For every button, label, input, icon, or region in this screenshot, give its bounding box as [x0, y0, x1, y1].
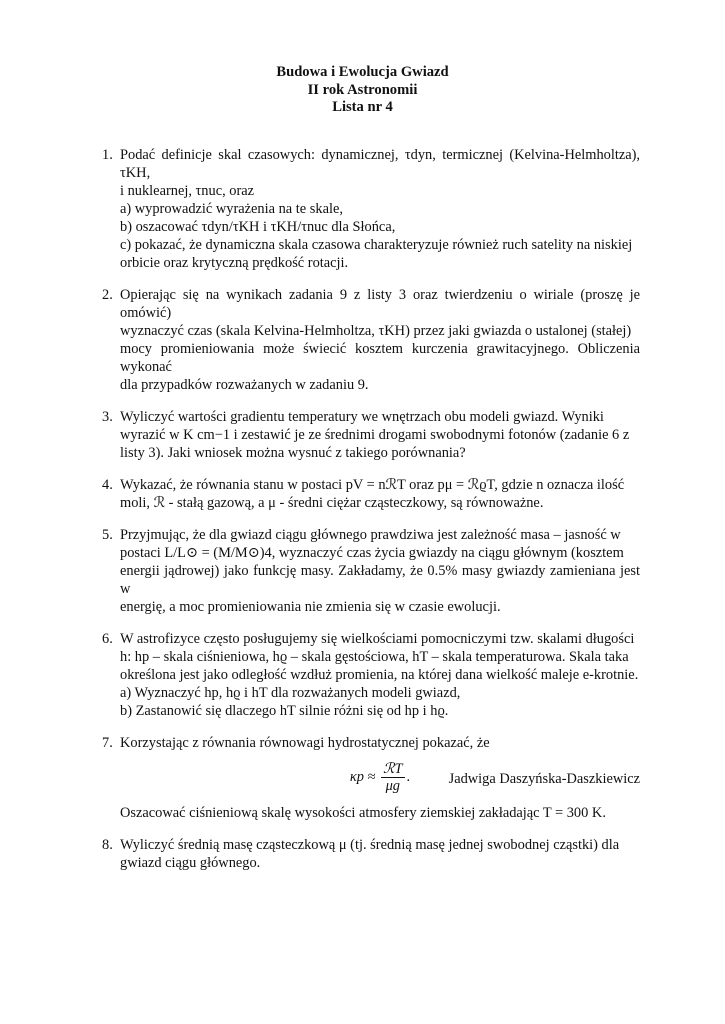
problem-text-line: energii jądrowej) jako funkcję masy. Zakładamy, że 0.5% masy gwiazdy zamieniana jest w: [120, 563, 640, 597]
problem-text-line: Oszacować ciśnieniową skalę wysokości atmosfery ziemskiej zakładając T = 300 K.: [120, 805, 606, 821]
author-signature: Jadwiga Daszyńska-Daszkiewicz: [448, 771, 640, 787]
equation-tail: .: [406, 768, 411, 785]
problem-list: [0, 146, 725, 872]
problem-text-line: a) Wyznaczyć hp, hϱ i hT dla rozważanych modeli gwiazd,: [120, 685, 461, 701]
problem-number: 4.: [102, 477, 113, 493]
problem-number: 6.: [102, 631, 113, 647]
list-label: Lista nr 4: [332, 99, 393, 115]
problem-text-line: Wyliczyć średnią masę cząsteczkową μ (tj. średnią masę jednej swobodnej cząstki) dla: [120, 837, 620, 853]
problem-text-line: h: hp – skala ciśnieniowa, hϱ – skala gęstościowa, hT – skala temperaturowa. Skala taka: [120, 649, 629, 665]
problem-3: [0, 408, 640, 462]
problem-text-line: b) oszacować τdyn/τKH i τKH/τnuc dla Słońca,: [120, 219, 396, 235]
equation-numerator: ℛT: [383, 761, 403, 777]
problem-text-line: Wyliczyć wartości gradientu temperatury we wnętrzach obu modeli gwiazd. Wyniki: [120, 409, 604, 425]
problem-text-line: Podać definicje skal czasowych: dynamicznej, τdyn, termicznej (Kelvina-Helmholtza), τKH,: [120, 147, 640, 181]
problem-text-line: energię, a moc promieniowania nie zmienia się w czasie ewolucji.: [120, 599, 501, 615]
problem-text-line: i nuklearnej, τnuc, oraz: [120, 183, 255, 199]
document-header: [0, 64, 725, 117]
problem-text-line: Opierając się na wynikach zadania 9 z listy 3 oraz twierdzeniu o wiriale (proszę je omówić): [120, 287, 640, 321]
problem-text-line: wyrazić w K cm−1 i zestawić je ze średnimi drogami swobodnymi fotonów (zadanie 6 z: [120, 427, 630, 443]
problem-text-line: dla przypadków rozważanych w zadaniu 9.: [120, 377, 369, 393]
problem-text-line: orbicie oraz krytyczną prędkość rotacji.: [120, 255, 349, 271]
problem-text-line: W astrofizyce często posługujemy się wielkościami pomocniczymi tzw. skalami długości: [120, 631, 635, 647]
equation-lhs: κp ≈: [349, 768, 376, 785]
problem-1: [0, 146, 640, 272]
problem-text-line: listy 3). Jaki wniosek można wysnuć z takiego porównania?: [120, 445, 466, 461]
problem-text-line: wyznaczyć czas (skala Kelvina-Helmholtza, τKH) przez jaki gwiazda o ustalonej (stałej): [120, 323, 632, 339]
problem-text-line: b) Zastanowić się dlaczego hT silnie różni się od hp i hϱ.: [120, 703, 449, 719]
problem-2: [0, 286, 640, 394]
problem-text-line: a) wyprowadzić wyrażenia na te skale,: [120, 201, 343, 217]
problem-6: [0, 630, 640, 720]
problem-text-line: mocy promieniowania może świecić kosztem kurczenia grawitacyjnego. Obliczenia wykonać: [120, 341, 640, 375]
problem-5: [0, 526, 640, 616]
problem-number: 2.: [102, 287, 113, 303]
course-title: Budowa i Ewolucja Gwiazd: [276, 64, 449, 80]
problem-number: 1.: [102, 147, 113, 163]
problem-number: 3.: [102, 409, 113, 425]
problem-4: [0, 476, 640, 512]
problem-number: 5.: [102, 527, 113, 543]
problem-text-line: c) pokazać, że dynamiczna skala czasowa charakteryzuje również ruch satelity na niskiej: [120, 237, 633, 253]
problem-text-line: Wykazać, że równania stanu w postaci pV = nℛT oraz pμ = ℛϱT, gdzie n oznacza ilość: [120, 477, 625, 493]
problem-text-line: gwiazd ciągu głównego.: [120, 855, 261, 871]
problem-text-line: Przyjmując, że dla gwiazd ciągu głównego prawdziwa jest zależność masa – jasność w: [120, 527, 621, 543]
problem-number: 7.: [102, 735, 113, 751]
problem-text-line: Korzystając z równania równowagi hydrostatycznej pokazać, że: [120, 735, 490, 751]
problem-text-line: postaci L/L⊙ = (M/M⊙)4, wyznaczyć czas życia gwiazdy na ciągu głównym (kosztem: [120, 545, 624, 561]
problem-number: 8.: [102, 837, 113, 853]
course-subtitle: II rok Astronomii: [307, 81, 418, 98]
problem-text-line: określona jest jako odległość wzdłuż promienia, na której dana wielkość maleje e-krotnie.: [120, 667, 639, 683]
equation-denominator: μg: [385, 778, 400, 794]
problem-8: [0, 836, 640, 872]
equation-fraction: [381, 761, 405, 794]
problem-text-line: moli, ℛ - stałą gazową, a μ - średni ciężar cząsteczkowy, są równoważne.: [120, 495, 544, 511]
